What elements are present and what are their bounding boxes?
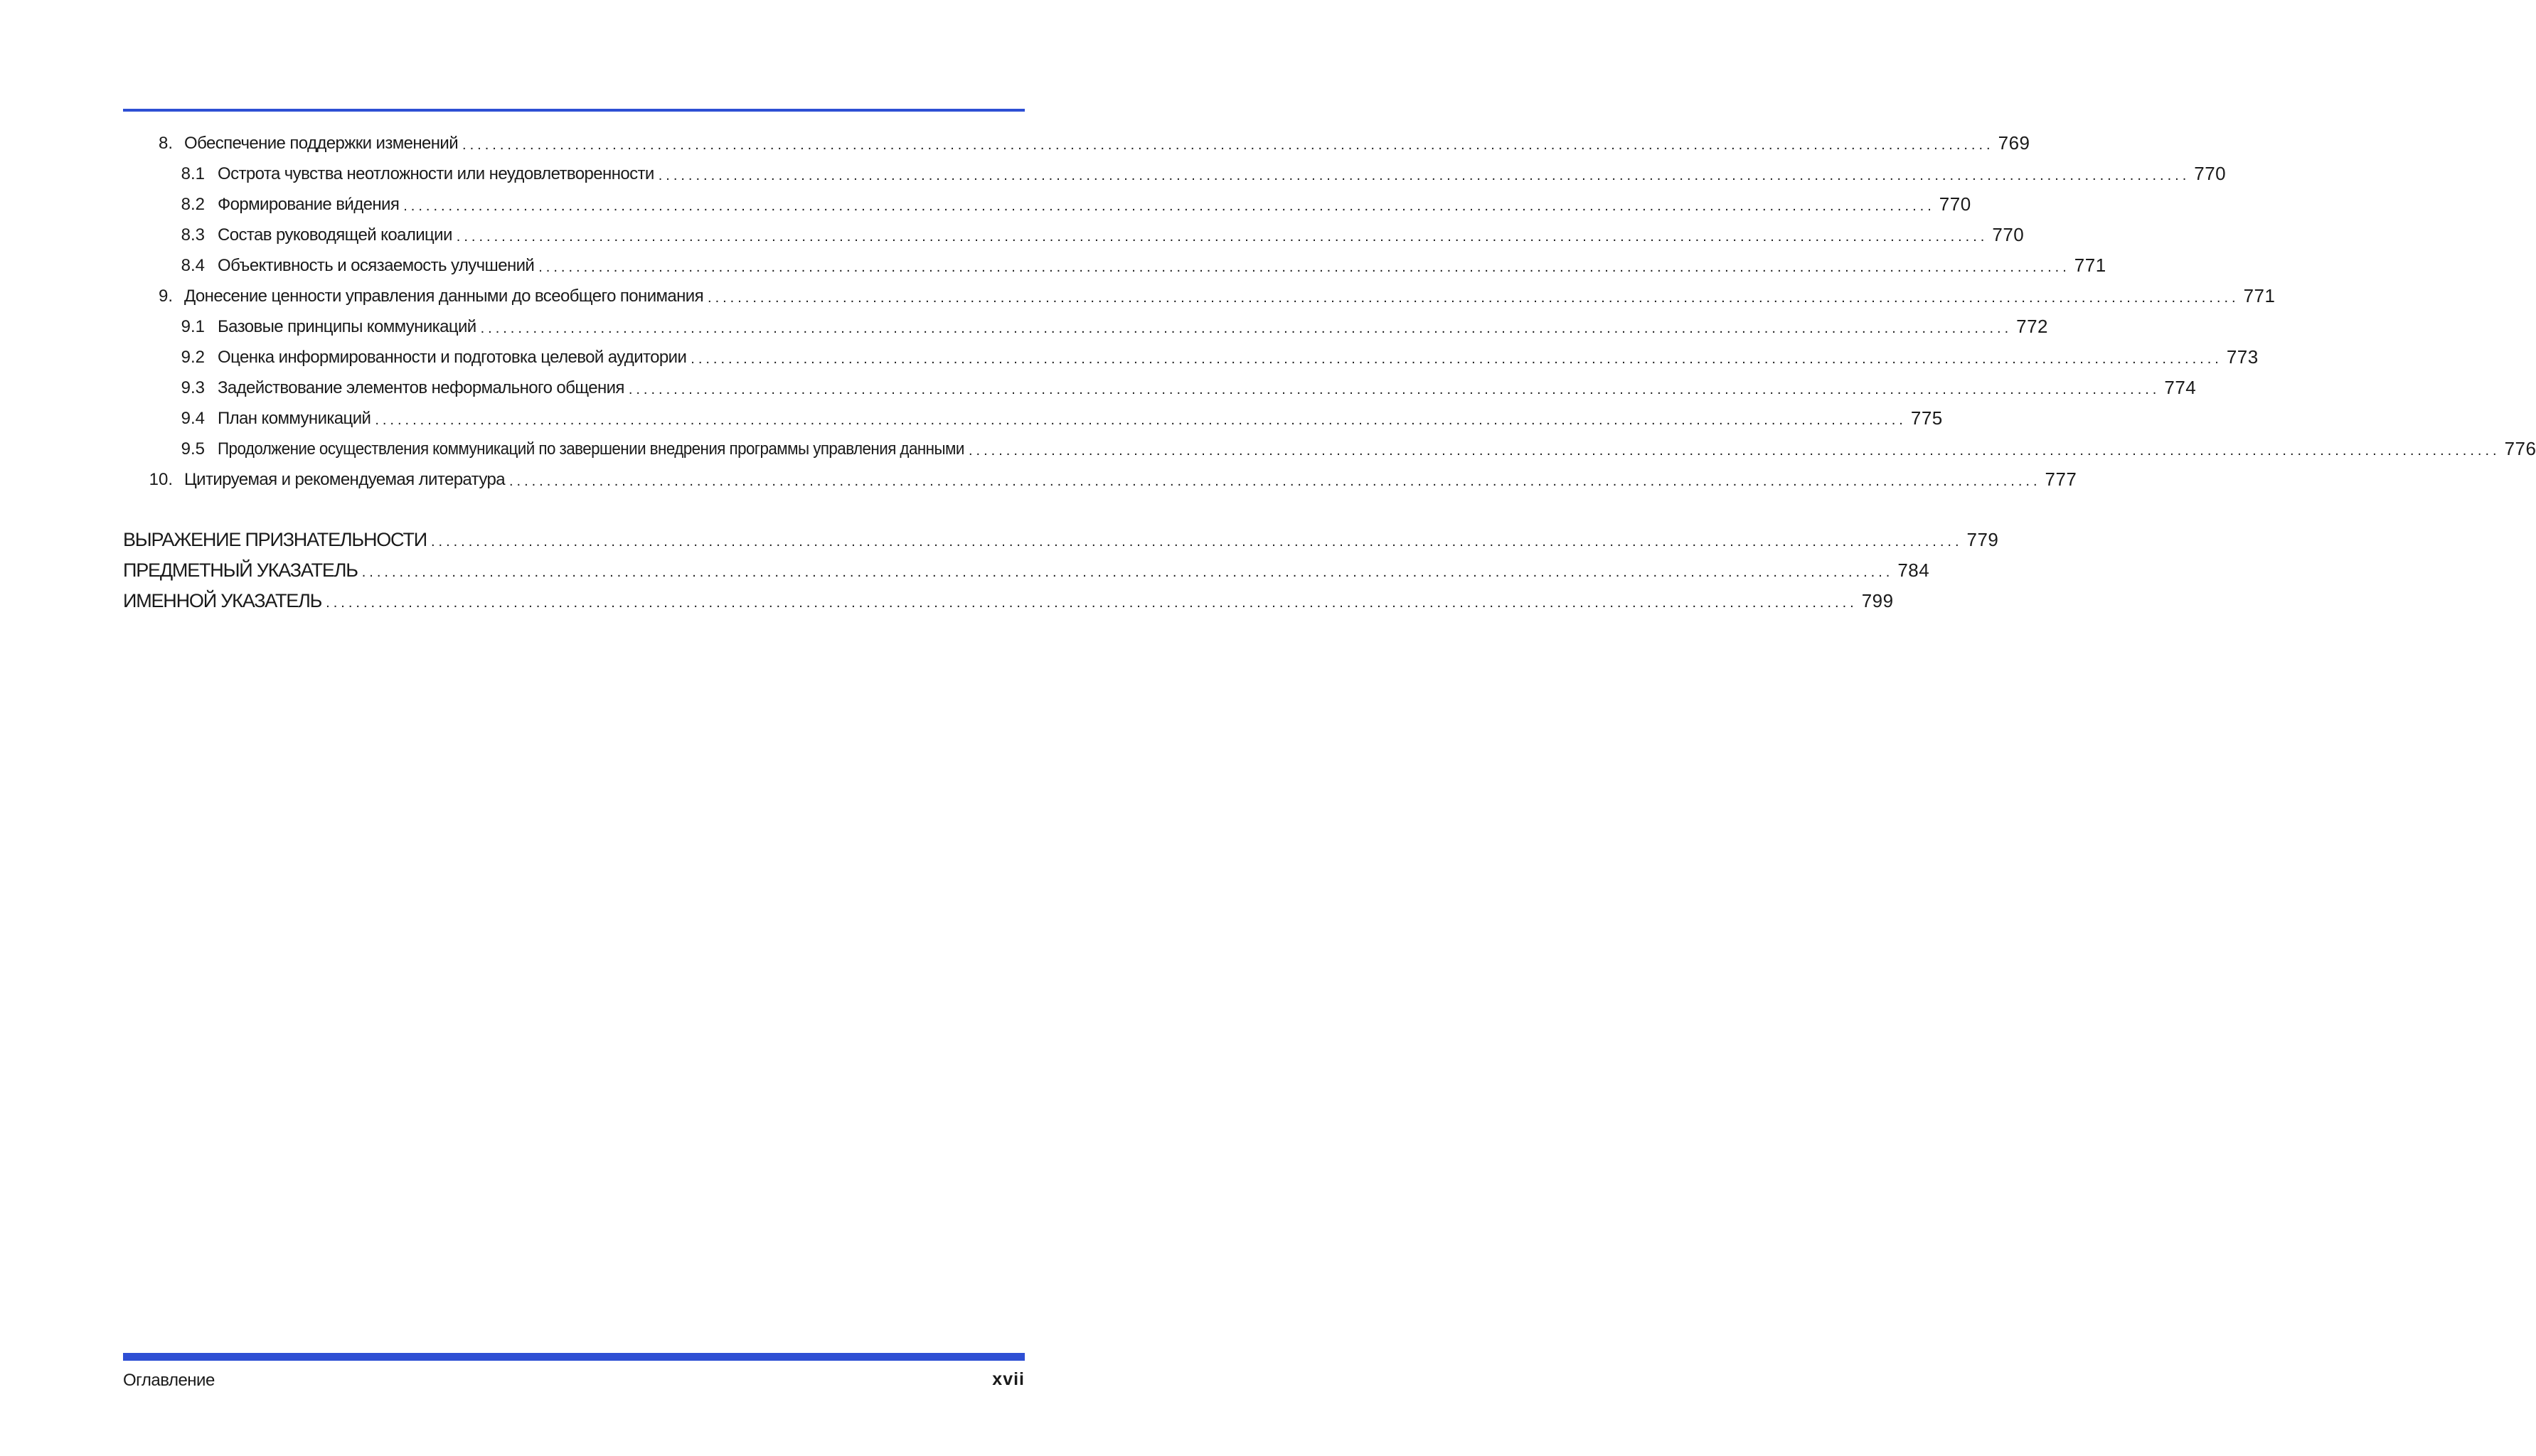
toc-entry-8-1[interactable] bbox=[123, 159, 2227, 189]
toc-entry-page: 773 bbox=[2226, 346, 2259, 368]
toc-entry-number: 9.1 bbox=[181, 316, 205, 336]
toc-entry-number: 9.3 bbox=[181, 378, 205, 397]
toc-entry-title: ПРЕДМЕТНЫЙ УКАЗАТЕЛЬ bbox=[123, 560, 358, 581]
toc-entry-9-3[interactable] bbox=[123, 373, 2197, 403]
dot-leader: ............................................................................................................................................................................................................ bbox=[658, 168, 2190, 183]
toc-entry-8-3[interactable] bbox=[123, 220, 2025, 250]
dot-leader: ............................................................................................................................................................................................................ bbox=[375, 412, 1907, 428]
toc-entry-number: 8.4 bbox=[181, 255, 205, 275]
toc-entry-9-4[interactable] bbox=[123, 403, 1943, 434]
toc-entry-page: 784 bbox=[1897, 560, 1930, 581]
header-rule bbox=[123, 109, 1025, 112]
toc-entry-8-4[interactable] bbox=[123, 250, 2106, 281]
toc-entry-9-5[interactable] bbox=[123, 434, 2536, 464]
toc-entry-number: 9. bbox=[158, 286, 173, 306]
toc-entry-page: 770 bbox=[2194, 163, 2227, 184]
toc-entry-page: 775 bbox=[1910, 407, 1943, 429]
footer-section-title: Оглавление bbox=[123, 1371, 215, 1390]
toc-entry-number: 9.4 bbox=[181, 408, 205, 428]
section-gap bbox=[123, 495, 1025, 525]
toc-entry-page: 770 bbox=[1992, 224, 2025, 245]
toc-entry-page: 774 bbox=[2164, 377, 2197, 398]
toc-entry-page: 771 bbox=[2243, 285, 2276, 306]
dot-leader: ............................................................................................................................................................................................................ bbox=[691, 351, 2222, 367]
toc-entry-acknowledgements[interactable] bbox=[123, 525, 1999, 555]
toc-entry-8[interactable] bbox=[123, 128, 2030, 159]
footer-rule bbox=[123, 1353, 1025, 1361]
toc-entry-page: 776 bbox=[2504, 438, 2536, 459]
toc-entry-title: Состав руководящей коалиции bbox=[218, 225, 452, 245]
toc-entry-10[interactable] bbox=[123, 464, 2077, 495]
toc-entry-number: 8.2 bbox=[181, 194, 205, 214]
toc-entry-page: 799 bbox=[1861, 590, 1894, 611]
toc-entry-page: 772 bbox=[2016, 316, 2049, 337]
toc-entry-page: 770 bbox=[1939, 193, 1971, 215]
toc-entry-9-2[interactable] bbox=[123, 342, 2259, 373]
toc-entry-title: Базовые принципы коммуникаций bbox=[218, 316, 476, 336]
toc-entry-title: Оценка информированности и подготовка целевой аудитории bbox=[218, 347, 687, 367]
toc-entry-title: Объективность и осязаемость улучшений bbox=[218, 255, 535, 275]
dot-leader: ............................................................................................................................................................................................................ bbox=[708, 290, 2239, 306]
toc-entry-9[interactable] bbox=[123, 281, 2276, 311]
toc-entry-number: 8.3 bbox=[181, 225, 205, 245]
toc-entry-title: Формирование ви́дения bbox=[218, 194, 400, 214]
dot-leader: ............................................................................................................................................................................................................ bbox=[361, 564, 1894, 580]
toc-entry-title: План коммуникаций bbox=[218, 408, 371, 428]
toc-entry-number: 9.2 bbox=[181, 347, 205, 367]
dot-leader: ............................................................................................................................................................................................................ bbox=[430, 534, 1963, 550]
toc-entry-title: ИМЕННОЙ УКАЗАТЕЛЬ bbox=[123, 590, 322, 611]
dot-leader: ............................................................................................................................................................................................................ bbox=[462, 137, 1994, 153]
toc-entry-9-1[interactable] bbox=[123, 311, 2049, 342]
toc-entry-page: 769 bbox=[1998, 132, 2030, 154]
toc-entry-title: Обеспечение поддержки изменений bbox=[184, 133, 459, 153]
toc-entry-page: 777 bbox=[2045, 469, 2077, 490]
dot-leader: ............................................................................................................................................................................................................ bbox=[628, 382, 2161, 397]
toc-entry-page: 771 bbox=[2074, 255, 2106, 276]
toc-entry-subject-index[interactable] bbox=[123, 555, 1930, 586]
toc-entry-number: 9.5 bbox=[181, 439, 205, 459]
toc-entry-8-2[interactable] bbox=[123, 189, 1971, 220]
toc-entry-title: ВЫРАЖЕНИЕ ПРИЗНАТЕЛЬНОСТИ bbox=[123, 529, 427, 550]
toc-entry-title: Острота чувства неотложности или неудовлетворенности bbox=[218, 164, 654, 183]
dot-leader: ............................................................................................................................................................................................................ bbox=[480, 321, 2013, 336]
dot-leader: ............................................................................................................................................................................................................ bbox=[403, 198, 1935, 214]
dot-leader: ............................................................................................................................................................................................................ bbox=[969, 443, 2500, 459]
toc-entry-title: Продолжение осуществления коммуникаций по завершении внедрения программы управления данными bbox=[218, 439, 964, 459]
dot-leader: ............................................................................................................................................................................................................ bbox=[326, 595, 1858, 611]
dot-leader: ............................................................................................................................................................................................................ bbox=[456, 229, 1988, 245]
toc-entry-title: Задействование элементов неформального общения bbox=[218, 378, 624, 397]
dot-leader: ............................................................................................................................................................................................................ bbox=[508, 473, 2041, 489]
toc-entry-number: 8. bbox=[158, 133, 173, 153]
toc-entry-number: 8.1 bbox=[181, 164, 205, 183]
toc-entry-title: Цитируемая и рекомендуемая литература bbox=[184, 469, 505, 489]
table-of-contents bbox=[123, 128, 2536, 616]
toc-entry-page: 779 bbox=[1966, 529, 1999, 550]
toc-entry-number: 10. bbox=[149, 469, 173, 489]
toc-entry-title: Донесение ценности управления данными до всеобщего понимания bbox=[184, 286, 704, 306]
toc-entry-name-index[interactable] bbox=[123, 586, 1894, 616]
footer-page-number: xvii bbox=[992, 1369, 1025, 1389]
dot-leader: ............................................................................................................................................................................................................ bbox=[538, 259, 2070, 275]
